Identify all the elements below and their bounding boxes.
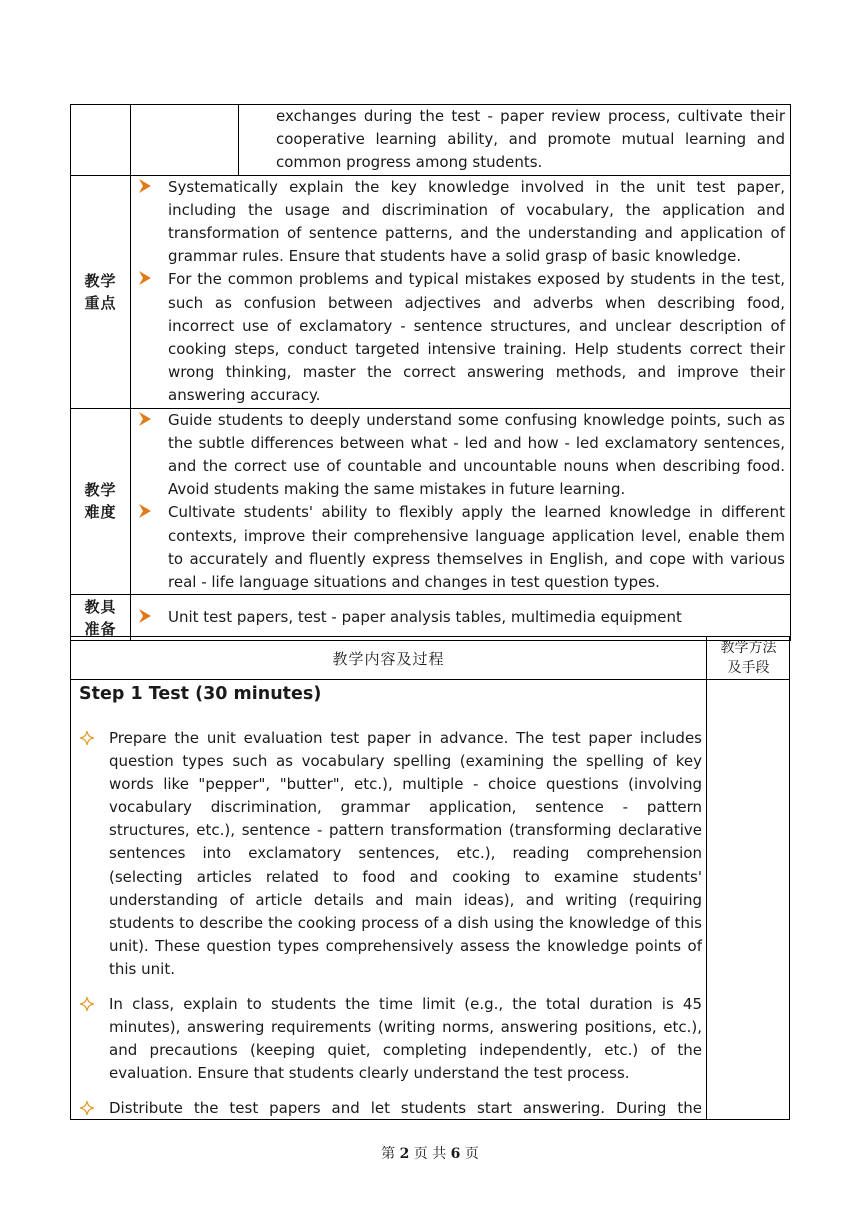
teaching-info-table xyxy=(70,104,791,641)
difficulties-list xyxy=(131,409,790,595)
key-points-list xyxy=(131,176,790,408)
list-item: For the common problems and typical mistakes exposed by students in the test, such as confusion between adjectives and adverbs when describing food, incorrect use of exclamatory - sentence structures, and unclear description of cooking steps, conduct targeted intensive training. Help students correct their wrong thinking, master the correct answering methods, and improve their answering accuracy. xyxy=(131,268,785,407)
key-points-label: 教学 重点 xyxy=(71,175,131,408)
diamond-bullet-icon xyxy=(80,1101,94,1115)
tools-row xyxy=(71,595,791,641)
difficulties-label: 教学 难度 xyxy=(71,408,131,595)
difficulties-row xyxy=(71,408,791,595)
method-column xyxy=(706,679,790,1120)
tools-list xyxy=(131,606,790,629)
process-header-row xyxy=(71,637,789,680)
arrow-bullet-icon xyxy=(139,504,151,518)
continuation-cell xyxy=(239,105,791,176)
list-item: Unit test papers, test - paper analysis tables, multimedia equipment xyxy=(131,606,785,629)
list-item: In class, explain to students the time limit (e.g., the total duration is 45 minutes), answering requirements (writing norms, answering positions, etc.), and precautions (keeping quiet, completing independently, etc.) of the evaluation. Ensure that students clearly understand the test process. xyxy=(79,993,702,1085)
list-item: Cultivate students' ability to flexibly apply the learned knowledge in different contexts, improve their comprehensive language application level, enable them to accurately and fluently express themselves in English, and cope with various real - life language situations and changes in test question types. xyxy=(131,501,785,594)
list-item: Systematically explain the key knowledge involved in the unit test paper, including the usage and discrimination of vocabulary, the application and transformation of sentence patterns, and the understanding and application of grammar rules. Ensure that students have a solid grasp of basic knowledge. xyxy=(131,176,785,269)
page-footer: 第 2 页 共 6 页 xyxy=(381,1146,479,1162)
empty-sub-cell xyxy=(131,105,239,176)
process-content xyxy=(79,683,702,1120)
arrow-bullet-icon xyxy=(139,179,151,193)
diamond-bullet-icon xyxy=(80,997,94,1011)
arrow-bullet-icon xyxy=(139,609,151,623)
continuation-row xyxy=(71,105,791,176)
step-list xyxy=(79,727,702,1120)
list-item: Guide students to deeply understand some confusing knowledge points, such as the subtle differences between what - led and how - led exclamatory sentences, and the correct use of countable and uncountable nouns when describing food. Avoid students making the same mistakes in future learning. xyxy=(131,409,785,502)
list-item: Distribute the test papers and let students start answering. During the xyxy=(79,1097,702,1120)
process-table xyxy=(70,636,790,1120)
tools-label: 教具 准备 xyxy=(71,595,131,641)
arrow-bullet-icon xyxy=(139,412,151,426)
method-header: 教学方法 及手段 xyxy=(706,637,790,679)
key-points-row xyxy=(71,175,791,408)
key-points-content xyxy=(131,175,791,408)
process-header-title: 教学内容及过程 xyxy=(332,649,445,668)
empty-label-cell xyxy=(71,105,131,176)
difficulties-content xyxy=(131,408,791,595)
arrow-bullet-icon xyxy=(139,271,151,285)
list-item: Prepare the unit evaluation test paper in advance. The test paper includes question types such as vocabulary spelling (examining the spelling of key words like "pepper", "butter", etc.), multiple - choice questions (involving vocabulary discrimination, grammar application, sentence - pattern structures, etc.), sentence - pattern transformation (transforming declarative sentences into exclamatory sentences, etc.), reading comprehension (selecting articles related to food and cooking to examine students' understanding of article details and main ideas), and writing (requiring students to describe the cooking process of a dish using the knowledge of this unit). These question types comprehensively assess the knowledge points of this unit. xyxy=(79,727,702,981)
tools-content xyxy=(131,595,791,641)
current-page-number: 2 xyxy=(399,1146,410,1162)
diamond-bullet-icon xyxy=(80,731,94,745)
step-title: Step 1 Test (30 minutes) xyxy=(79,684,322,704)
total-page-number: 6 xyxy=(450,1146,461,1162)
continuation-text: exchanges during the test - paper review process, cultivate their cooperative learning ability, and promote mutual learning and common progress among students. xyxy=(276,107,785,172)
